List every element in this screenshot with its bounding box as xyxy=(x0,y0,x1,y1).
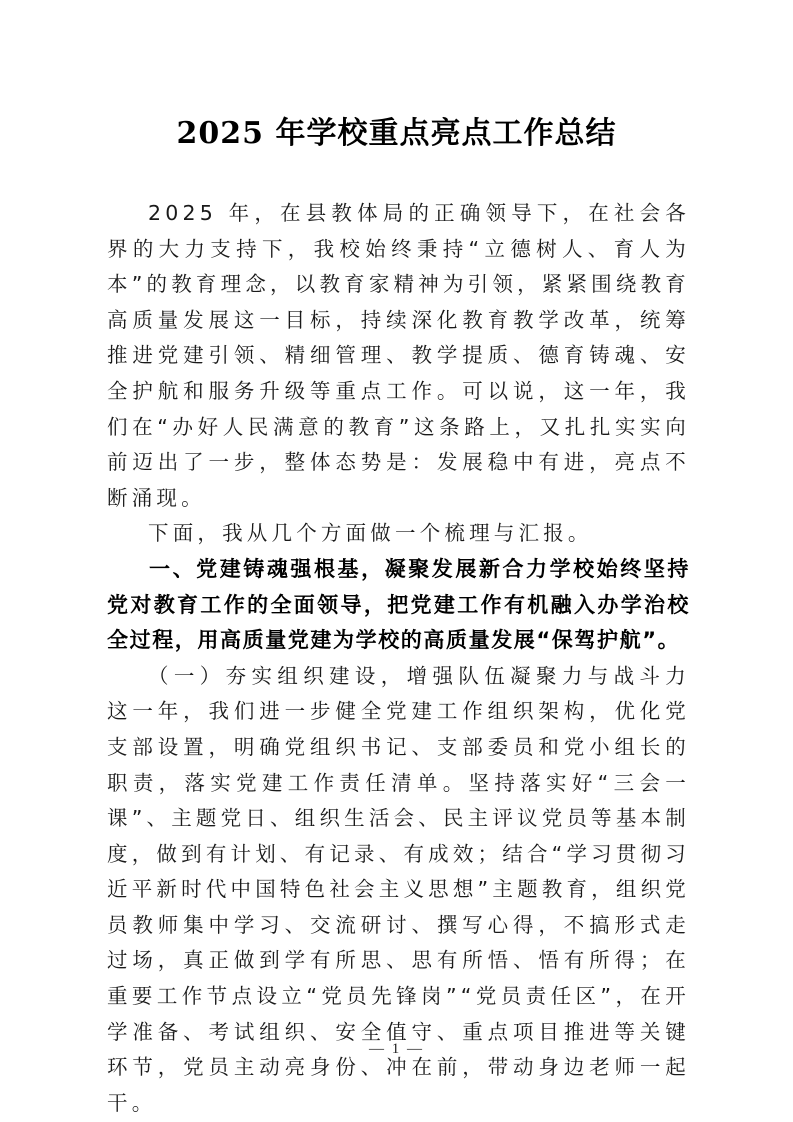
document-title: 2025 年学校重点亮点工作总结 xyxy=(176,116,617,151)
document-body xyxy=(107,196,690,1121)
subsection-paragraph-1: （一）夯实组织建设，增强队伍凝聚力与战斗力这一年，我们进一步健全党建工作组织架构，优化党支部设置，明确党组织书记、支部委员和党小组长的职责，落实党建工作责任清单。坚持落实好“三会一课”、主题党日、组织生活会、民主评议党员等基本制度，做到有计划、有记录、有成效；结合“学习贯彻习近平新时代中国特色社会主义思想”主题教育，组织党员教师集中学习、交流研讨、撰写心得，不搞形式走过场，真正做到学有所思、思有所悟、悟有所得；在重要工作节点设立“党员先锋岗”“党员责任区”，在开学准备、考试组织、安全值守、重点项目推进等关键环节，党员主动亮身份、冲在前，带动身边老师一起干。 xyxy=(107,663,690,1115)
page-number: — 1 — xyxy=(369,1041,424,1057)
intro-paragraph: 2025 年，在县教体局的正确领导下，在社会各界的大力支持下，我校始终秉持“立德树人、育人为本”的教育理念，以教育家精神为引领，紧紧围绕教育高质量发展这一目标，持续深化教育教学改革，统筹推进党建引领、精细管理、教学提质、德育铸魂、安全护航和服务升级等重点工作。可以说，这一年，我们在“办好人民满意的教育”这条路上，又扎扎实实向前迈出了一步，整体态势是：发展稳中有进，亮点不断涌现。 xyxy=(107,201,690,510)
section-heading-1: 一、党建铸魂强根基，凝聚发展新合力学校始终坚持党对教育工作的全面领导，把党建工作有机融入办学治校全过程，用高质量党建为学校的高质量发展“保驾护航”。 xyxy=(107,556,690,653)
transition-paragraph: 下面，我从几个方面做一个梳理与汇报。 xyxy=(148,521,593,546)
